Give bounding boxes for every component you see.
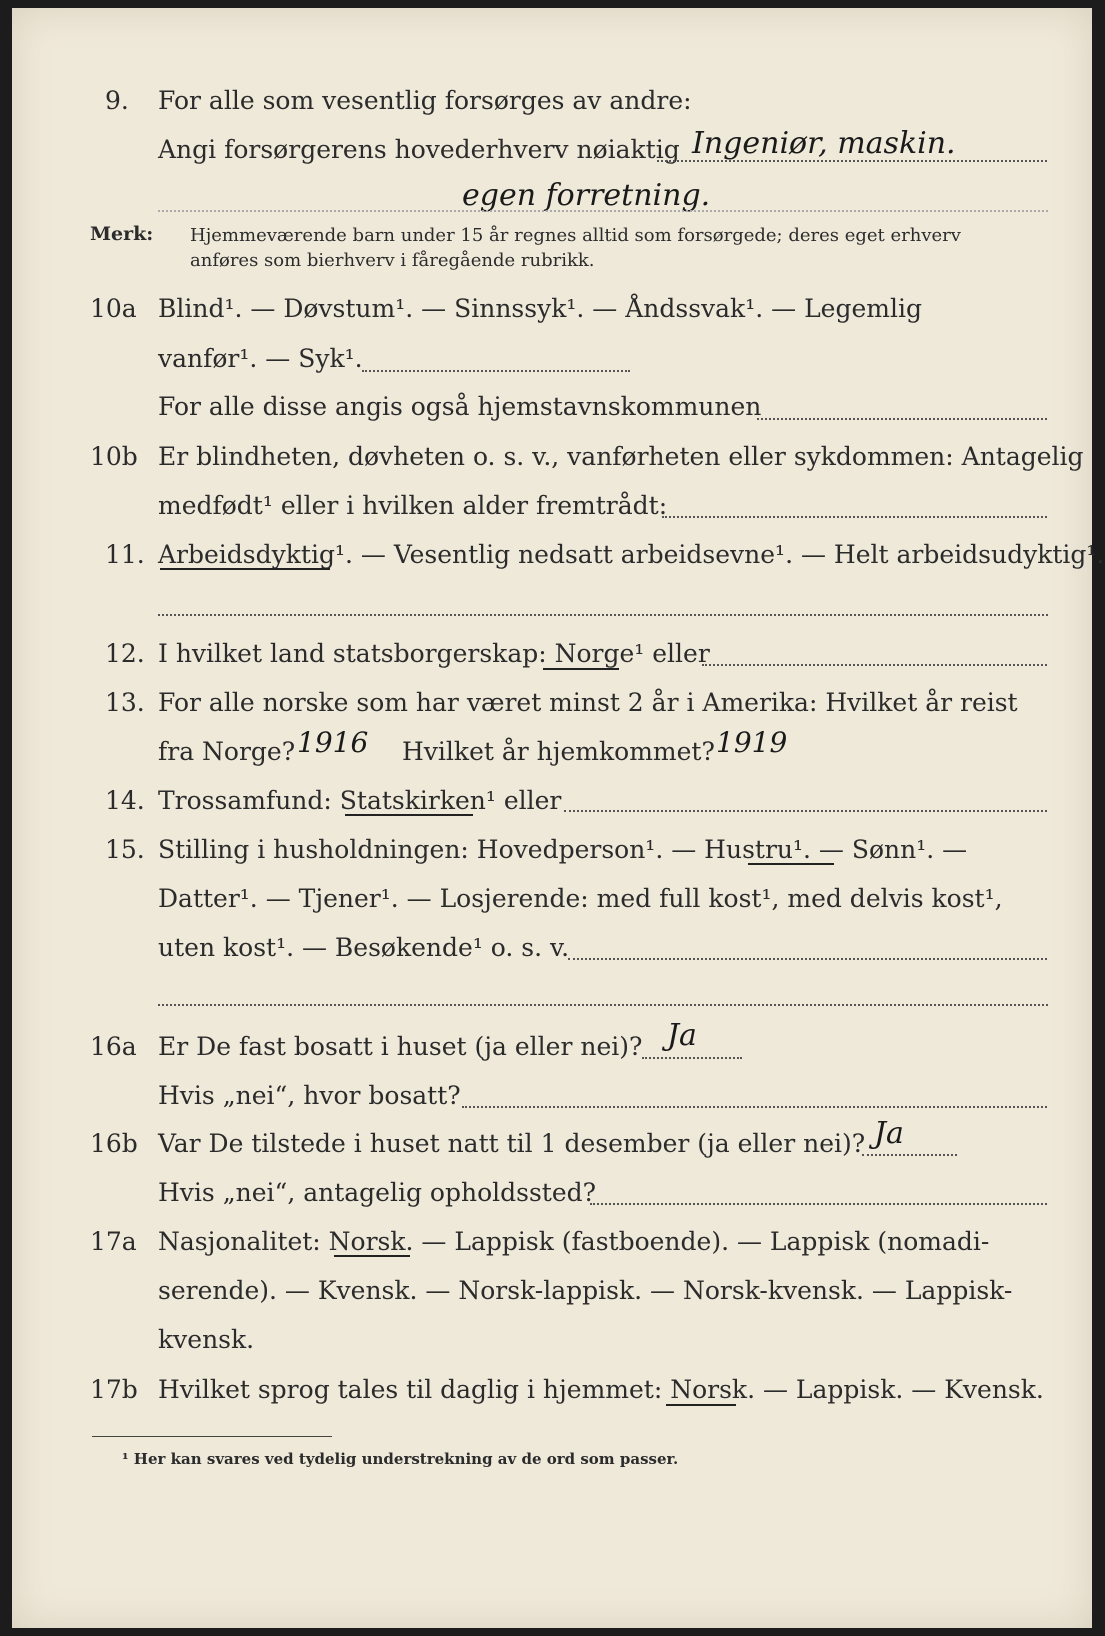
q17b-number: 17b	[90, 1375, 138, 1404]
q11-number: 11.	[105, 540, 145, 569]
merk-line2: anføres som bierhverv i fåregående rubrikk.	[190, 250, 595, 271]
q16a-number: 16a	[90, 1032, 137, 1061]
footnote: ¹ Her kan svares ved tydelig understrekning av de ord som passer.	[122, 1450, 679, 1468]
q17b-line1: Hvilket sprog tales til daglig i hjemmet: Norsk. — Lappisk. — Kvensk.	[158, 1375, 1044, 1404]
q13-line2b: Hvilket år hjemkommet?	[402, 737, 715, 766]
q14-line1: Trossamfund: Statskirken¹ eller	[158, 786, 562, 815]
q14-number: 14.	[105, 786, 145, 815]
q16a-line2: Hvis „nei“, hvor bosatt?	[158, 1081, 461, 1110]
q11-answer-line	[158, 614, 1048, 616]
q13-line1: For alle norske som har været minst 2 år i Amerika: Hvilket år reist	[158, 688, 1018, 717]
q10a-line3-answer-line	[757, 418, 1047, 420]
census-form-page	[12, 8, 1105, 1628]
q15-answer-line2	[158, 1004, 1048, 1006]
q16b-answer-line	[862, 1154, 957, 1156]
q16b-answer-line2	[590, 1203, 1047, 1205]
q16a-handwritten-answer: Ja	[667, 1018, 697, 1053]
q9-answer-line2	[158, 210, 1048, 212]
q11-line1: Arbeidsdyktig¹. — Vesentlig nedsatt arbeidsevne¹. — Helt arbeidsudyktig¹.	[158, 540, 1105, 569]
q15-line2: Datter¹. — Tjener¹. — Losjerende: med full kost¹, med delvis kost¹,	[158, 884, 1003, 913]
q9-handwritten-answer1: Ingeniør, maskin.	[692, 126, 956, 161]
q12-underline-norge	[543, 668, 619, 670]
q17a-underline-norsk	[334, 1255, 410, 1257]
q10b-line2: medfødt¹ eller i hvilken alder fremtrådt:	[158, 491, 668, 520]
merk-label: Merk:	[90, 223, 154, 245]
footnote-rule	[92, 1436, 332, 1437]
q13-number: 13.	[105, 688, 145, 717]
q16a-answer-line2	[462, 1106, 1047, 1108]
q16a-line1: Er De fast bosatt i huset (ja eller nei)?	[158, 1032, 643, 1061]
q16b-number: 16b	[90, 1129, 138, 1158]
merk-line1: Hjemmeværende barn under 15 år regnes alltid som forsørgede; deres eget erhverv	[190, 225, 961, 246]
q12-line1: I hvilket land statsborgerskap: Norge¹ eller	[158, 639, 710, 668]
q13-line2a: fra Norge?	[158, 737, 296, 766]
q15-line1: Stilling i husholdningen: Hovedperson¹. — Hustru¹. — Sønn¹. —	[158, 835, 968, 864]
q16b-handwritten-answer: Ja	[874, 1116, 904, 1151]
q13-answer-reist: 1916	[297, 726, 369, 759]
q9-line2: Angi forsørgerens hovederhverv nøiaktig	[158, 135, 680, 164]
q17b-underline-norsk	[666, 1404, 736, 1406]
q15-line3: uten kost¹. — Besøkende¹ o. s. v.	[158, 933, 570, 962]
q10a-line2: vanfør¹. — Syk¹.	[158, 344, 363, 373]
q10a-line3: For alle disse angis også hjemstavnskommunen	[158, 392, 762, 421]
q17a-line3: kvensk.	[158, 1325, 255, 1354]
q12-answer-line	[702, 664, 1047, 666]
q10a-number: 10a	[90, 294, 137, 323]
q14-answer-line	[564, 810, 1047, 812]
q12-number: 12.	[105, 639, 145, 668]
q10a-line1: Blind¹. — Døvstum¹. — Sinnssyk¹. — Åndssvak¹. — Legemlig	[158, 294, 922, 323]
q16b-line1: Var De tilstede i huset natt til 1 desember (ja eller nei)?	[158, 1129, 866, 1158]
q11-underline-arbeidsdyktig	[160, 568, 330, 570]
q17a-line2: serende). — Kvensk. — Norsk-lappisk. — Norsk-kvensk. — Lappisk-	[158, 1276, 1013, 1305]
q14-underline-statskirken	[345, 814, 473, 816]
q9-number: 9.	[105, 86, 129, 115]
q10a-line2-answer-line	[362, 370, 630, 372]
q17a-number: 17a	[90, 1227, 137, 1256]
q10b-answer-line	[662, 516, 1047, 518]
q17a-line1: Nasjonalitet: Norsk. — Lappisk (fastboende). — Lappisk (nomadi-	[158, 1227, 990, 1256]
q10b-number: 10b	[90, 442, 138, 471]
q15-number: 15.	[105, 835, 145, 864]
q10b-line1: Er blindheten, døvheten o. s. v., vanførheten eller sykdommen: Antagelig	[158, 442, 1084, 471]
q15-underline-hustru	[748, 863, 834, 865]
q16a-answer-line	[642, 1057, 742, 1059]
q9-handwritten-answer2: egen forretning.	[462, 178, 711, 213]
q13-answer-hjem: 1919	[716, 726, 788, 759]
q9-line1: For alle som vesentlig forsørges av andre:	[158, 86, 692, 115]
q16b-line2: Hvis „nei“, antagelig opholdssted?	[158, 1178, 597, 1207]
q15-answer-line	[568, 958, 1047, 960]
